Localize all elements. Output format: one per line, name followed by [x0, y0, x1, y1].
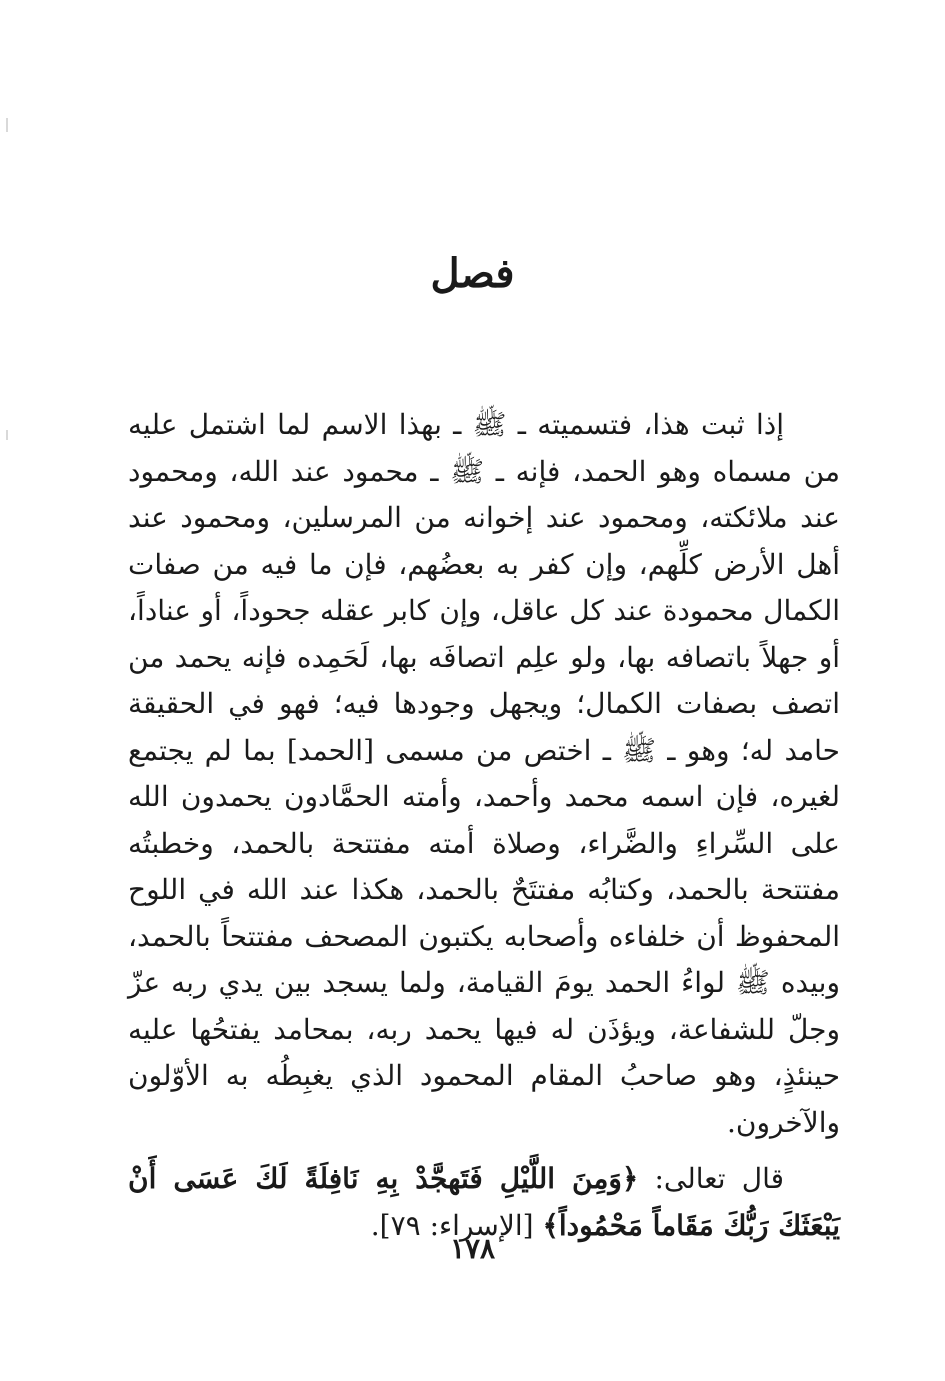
scan-edge-mark	[6, 118, 8, 132]
verse-intro: قال تعالى:	[638, 1162, 784, 1195]
verse-reference: [الإسراء: ٧٩].	[370, 1208, 543, 1242]
paragraph-1: إذا ثبت هذا، فتسميته ـ ﷺ ـ بهذا الاسم لما اشتمل عليه من مسماه وهو الحمد، فإنه ـ ﷺ ـ محمود عند الله، ومحمود عند ملائكته، ومحمود عند إخوانه من المرسلين، ومحمود عند أهل الأرض كلِّهم، وإن كفر به بعضُهم، فإن ما فيه من صفات الكمال محمودة عند كل عاقل، وإن كابر عقله جحوداً، أو عناداً، أو جهلاً باتصافه بها، ولو علِم اتصافَه بها، لَحَمِده فإنه يحمد من اتصف بصفات الكمال؛ ويجهل وجودها فيه؛ فهو في الحقيقة حامد له؛ وهو ـ ﷺ ـ اختص من مسمى [الحمد] بما لم يجتمع لغيره، فإن اسمه محمد وأحمد، وأمته الحمَّادون يحمدون الله على السِّراءِ والضَّراء، وصلاة أمته مفتتحة بالحمد، وخطبتُه مفتتحة بالحمد، وكتابُه مفتتَحٌ بالحمد، هكذا عند الله في اللوح المحفوظ أن خلفاءه وأصحابه يكتبون المصحف مفتتحاً بالحمد، وبيده ﷺ لواءُ الحمد يومَ القيامة، ولما يسجد بين يدي ربه عزّ وجلّ للشفاعة، ويؤذَن له فيها يحمد ربه، بمحامد يفتحُها عليه حينئذٍ، وهو صاحبُ المقام المحمود الذي يغبِطُه به الأوّلون والآخرون.	[128, 408, 840, 1139]
page-number: ١٧٨	[449, 1232, 496, 1265]
body-text	[128, 402, 840, 1249]
quran-verse: ﴿وَمِنَ اللَّيْلِ فَتَهجَّدْ بِهِ نَافِلَةً لَكَ عَسَى أَنْ يَبْعَثَكَ رَبُّكَ مَقَاماً مَحْمُوداً﴾	[128, 1162, 840, 1242]
scan-edge-mark	[6, 430, 8, 440]
section-heading: فصل	[430, 250, 515, 297]
